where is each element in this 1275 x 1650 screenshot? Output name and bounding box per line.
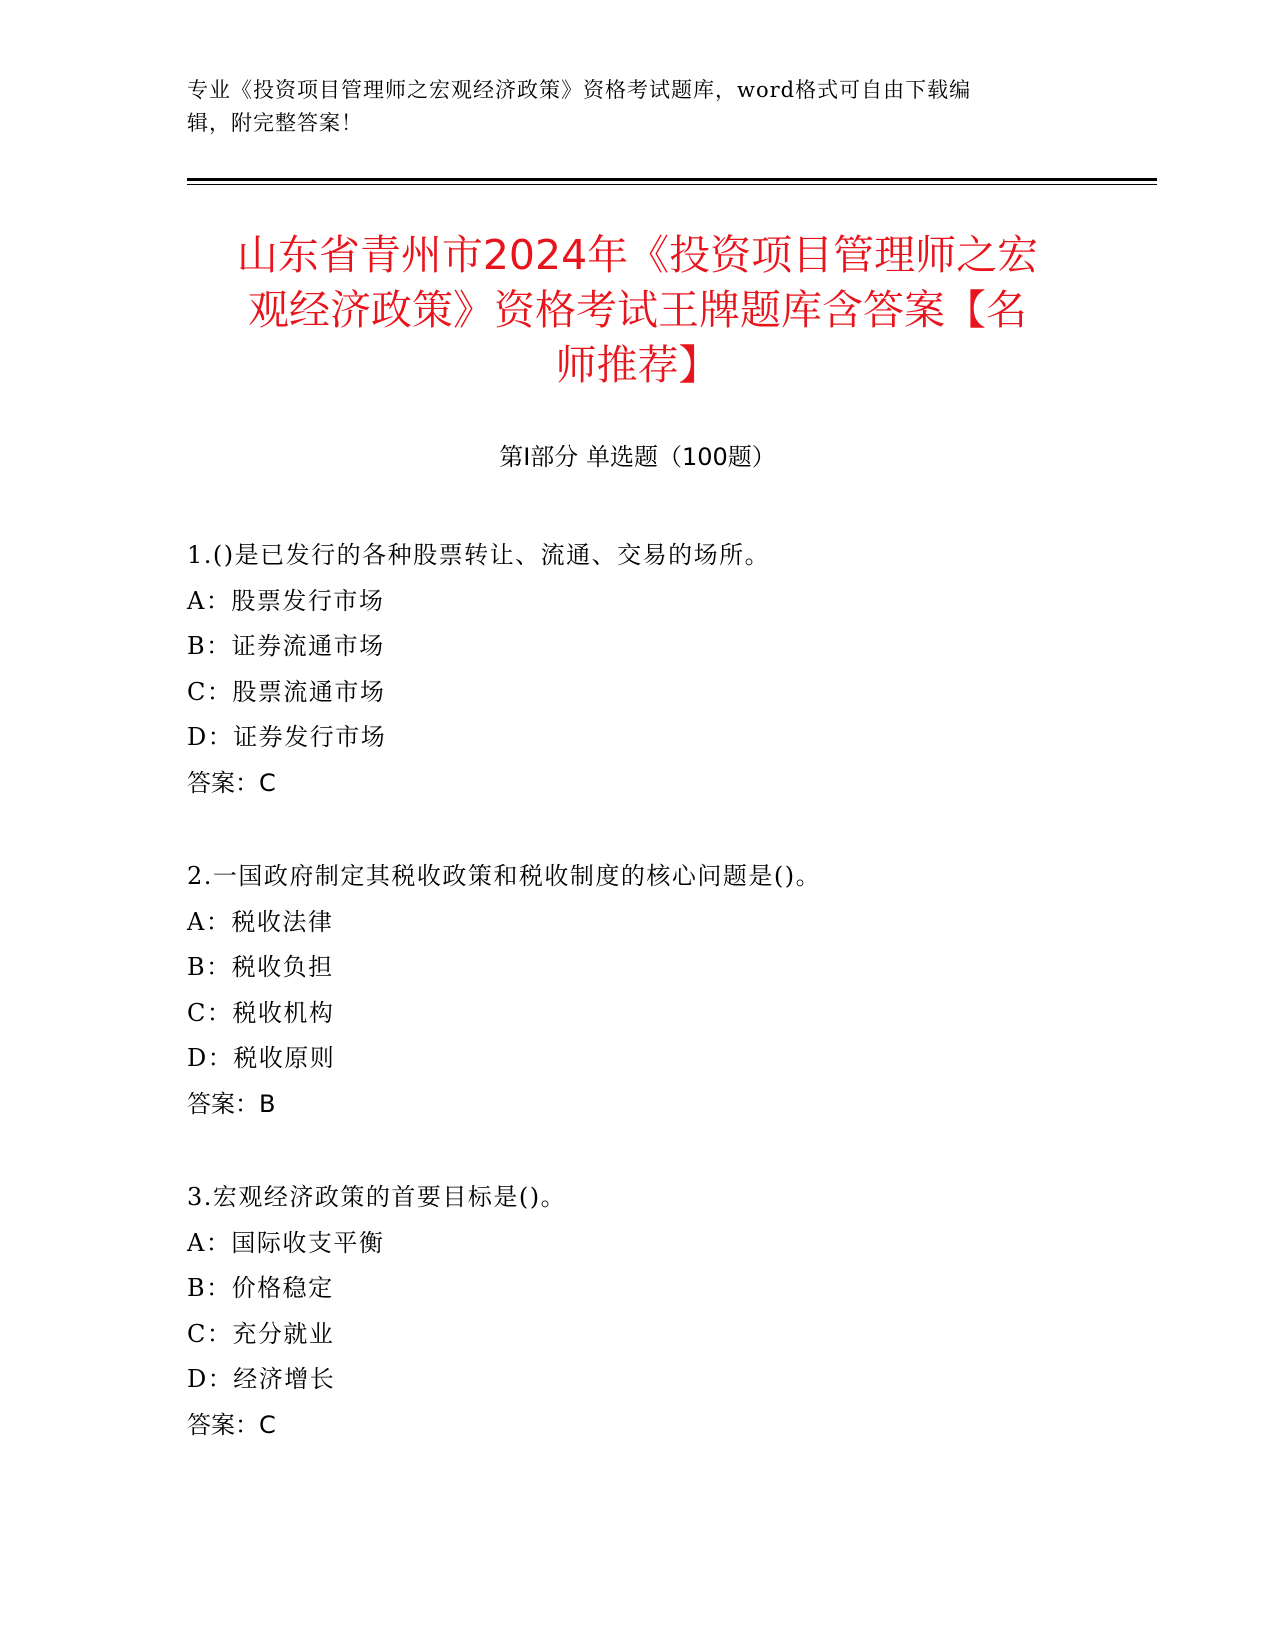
question-stem: 2.一国政府制定其税收政策和税收制度的核心问题是()。 (187, 862, 822, 890)
title-line-1: 山东省青州市2024年《投资项目管理师之宏 (236, 231, 1039, 279)
option-b: B：证券流通市场 (187, 632, 385, 660)
option-c: C：股票流通市场 (187, 677, 386, 706)
document-header-note (187, 74, 1087, 140)
option-a: A：国际收支平衡 (187, 1228, 385, 1257)
option-b: B：税收负担 (187, 953, 334, 981)
question-item (187, 533, 1117, 806)
option-a: A：股票发行市场 (187, 586, 385, 615)
option-d: D：证券发行市场 (187, 723, 387, 751)
answer-line: 答案：C (187, 768, 276, 797)
title-line-2: 观经济政策》资格考试王牌题库含答案【名 (248, 286, 1027, 334)
answer-line: 答案：B (187, 1089, 276, 1118)
question-item (187, 854, 1117, 1127)
document-title (180, 228, 1095, 393)
question-item (187, 1175, 1117, 1448)
title-line-3: 师推荐】 (555, 341, 720, 389)
option-c: C：充分就业 (187, 1319, 335, 1348)
option-c: C：税收机构 (187, 998, 335, 1027)
question-stem: 1.()是已发行的各种股票转让、流通、交易的场所。 (187, 541, 771, 569)
answer-line: 答案：C (187, 1410, 276, 1439)
header-divider-thin (187, 184, 1157, 185)
option-d: D：税收原则 (187, 1044, 336, 1072)
header-note-line-1: 专业《投资项目管理师之宏观经济政策》资格考试题库，word格式可自由下载编 (187, 78, 972, 102)
option-a: A：税收法律 (187, 907, 334, 936)
question-stem: 3.宏观经济政策的首要目标是()。 (187, 1183, 567, 1211)
question-list (187, 533, 1117, 1496)
section-heading: 第Ⅰ部分 单选题（100题） (499, 443, 776, 471)
header-divider-thick (187, 178, 1157, 181)
option-b: B：价格稳定 (187, 1274, 334, 1302)
header-note-line-2: 辑，附完整答案！ (187, 111, 363, 135)
option-d: D：经济增长 (187, 1365, 336, 1393)
